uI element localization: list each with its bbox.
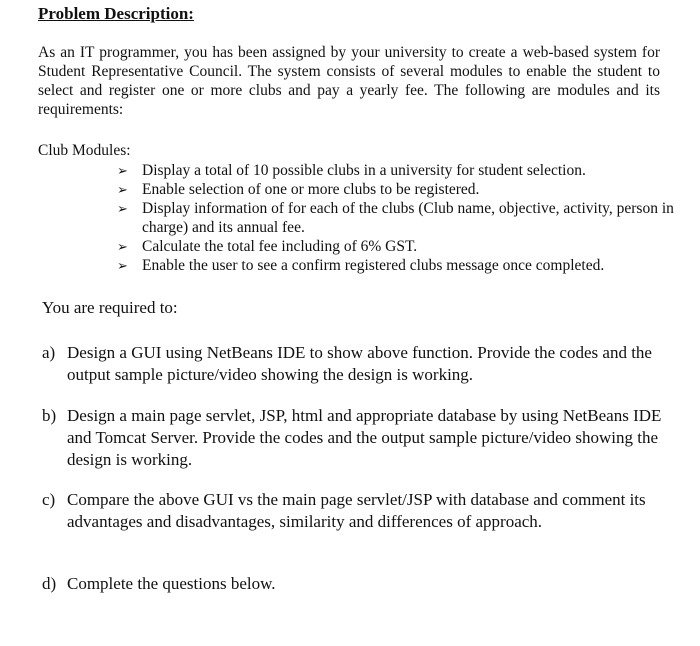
question-a [42,342,662,386]
question-b [42,405,662,471]
module-item: ➢ Display a total of 10 possible clubs in a university for student selection. [117,162,586,179]
module-item: ➢ Enable the user to see a confirm registered clubs message once completed. [117,257,605,274]
question-letter: b) [42,406,57,425]
intro-paragraph: As an IT programmer, you has been assigned by your university to create a web-based system for Student Representative Council. The system consists of several modules to enable the student to select and register one or more clubs and pay a yearly fee. The following are modules and its requirements: [38,44,660,118]
question-text: Design a main page servlet, JSP, html and appropriate database by using NetBeans IDE and Tomcat Server. Provide the codes and the output sample picture/video showing the design is working. [67,406,662,469]
question-letter: c) [42,490,56,509]
required-intro: You are required to: [42,298,178,317]
module-list [115,161,675,275]
module-item: ➢ Calculate the total fee including of 6% GST. [117,238,418,255]
arrow-bullet-icon: ➢ [117,163,128,178]
module-item: ➢ Enable selection of one or more clubs to be registered. [117,181,480,198]
question-c [42,489,662,533]
modules-title: Club Modules: [38,142,131,159]
section-heading: Problem Description: [38,4,194,23]
question-letter: a) [42,343,56,362]
question-text: Design a GUI using NetBeans IDE to show above function. Provide the codes and the output sample picture/video showing the design is working. [67,343,652,384]
arrow-bullet-icon: ➢ [117,258,128,273]
question-text: Compare the above GUI vs the main page servlet/JSP with database and comment its advantages and disadvantages, similarity and differences of approach. [67,490,646,531]
arrow-bullet-icon: ➢ [117,201,128,216]
question-text: Complete the questions below. [67,574,276,593]
question-letter: d) [42,574,57,593]
question-d [42,573,662,595]
arrow-bullet-icon: ➢ [117,182,128,197]
arrow-bullet-icon: ➢ [117,239,128,254]
module-item: ➢ Display information of for each of the clubs (Club name, objective, activity, person in charge) and its annual fee. [117,200,674,236]
